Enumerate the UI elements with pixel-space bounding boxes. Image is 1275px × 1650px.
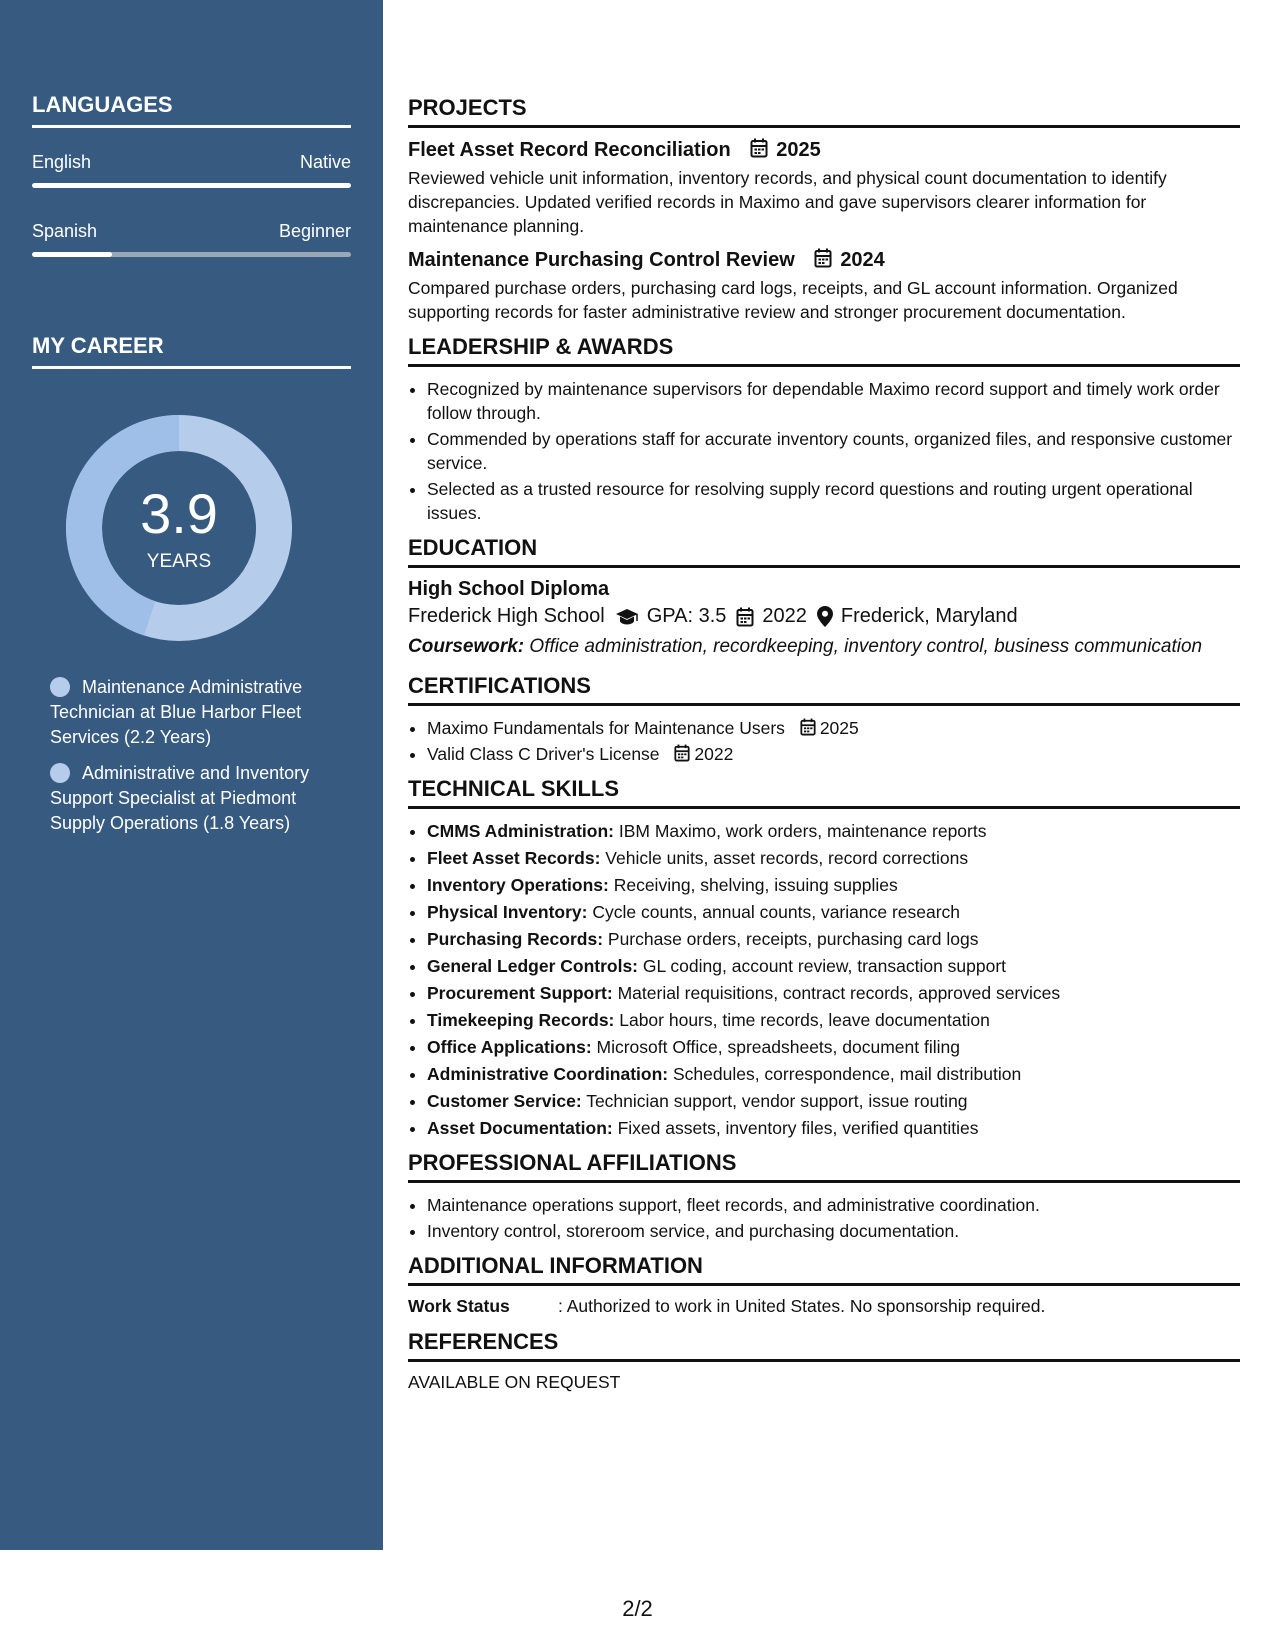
education-location (817, 605, 1018, 628)
skill-label: CMMS Administration: (427, 821, 614, 841)
skill-text: Material requisitions, contract records, approved services (612, 983, 1061, 1003)
skill-text: IBM Maximo, work orders, maintenance reports (613, 821, 987, 841)
language-spanish-bar-fill (32, 252, 112, 257)
language-english-bar-fill (32, 183, 351, 188)
skill-item (427, 900, 1240, 924)
map-pin-icon (817, 606, 833, 627)
skill-item (427, 1062, 1240, 1086)
skill-label: Fleet Asset Records: (427, 848, 601, 868)
career-total-unit: YEARS (146, 551, 212, 572)
career-heading: MY CAREER (32, 333, 351, 369)
additional-info-heading: ADDITIONAL INFORMATION (408, 1253, 1240, 1286)
work-status-value: : Authorized to work in United States. No sponsorship required. (558, 1296, 1046, 1316)
skill-text: Cycle counts, annual counts, variance research (587, 902, 961, 922)
certifications-list (408, 716, 1240, 766)
skill-text: Receiving, shelving, issuing supplies (608, 875, 898, 895)
language-english-bar (32, 183, 351, 188)
calendar-icon (674, 744, 690, 762)
certification-year-text: 2025 (819, 718, 859, 738)
education-school (408, 605, 605, 628)
career-item (50, 675, 340, 750)
projects-heading: PROJECTS (408, 95, 1240, 128)
career-list (50, 675, 340, 847)
skill-label: Purchasing Records: (427, 929, 604, 949)
language-english (32, 152, 351, 173)
language-level: Beginner (278, 221, 351, 241)
project-name: Maintenance Purchasing Control Review (408, 249, 795, 271)
skill-item (427, 954, 1240, 978)
certification-name: Maximo Fundamentals for Maintenance Users (427, 718, 785, 738)
references-heading: REFERENCES (408, 1329, 1240, 1362)
certification-item (427, 716, 1240, 740)
skill-text: Fixed assets, inventory files, verified quantities (612, 1118, 979, 1138)
education-year-text: 2022 (762, 605, 807, 627)
skill-item (427, 1089, 1240, 1113)
sidebar (0, 0, 383, 1550)
coursework-label: Coursework: (408, 636, 525, 657)
career-item (50, 761, 340, 836)
language-name: Spanish (32, 221, 98, 241)
leadership-list (408, 377, 1240, 525)
certification-year (674, 744, 733, 764)
skill-item (427, 1008, 1240, 1032)
education-gpa-text: GPA: 3.5 (646, 605, 727, 627)
skill-label: Administrative Coordination: (427, 1064, 669, 1084)
skill-item (427, 981, 1240, 1005)
language-spanish-bar (32, 252, 351, 257)
project-title (408, 138, 1240, 162)
skill-text: Microsoft Office, spreadsheets, document filing (591, 1037, 960, 1057)
skill-label: Office Applications: (427, 1037, 592, 1057)
skill-text: Schedules, correspondence, mail distribution (668, 1064, 1022, 1084)
calendar-icon (814, 248, 832, 268)
language-level: Native (299, 152, 351, 172)
career-item-text: Maintenance Administrative Technician at Blue Harbor Fleet Services (2.2 Years) (50, 677, 303, 747)
list-item: • Selected as a trusted resource for resolving supply record questions and routing urgent operational issues. (427, 477, 1240, 525)
language-spanish (32, 221, 351, 242)
list-item: • Recognized by maintenance supervisors for dependable Maximo record support and timely work order follow through. (427, 377, 1240, 425)
leadership-heading: LEADERSHIP & AWARDS (408, 334, 1240, 367)
skills-heading: TECHNICAL SKILLS (408, 776, 1240, 809)
page-number: 2/2 (622, 1596, 653, 1621)
work-status-row (408, 1296, 1240, 1317)
education-coursework (408, 634, 1240, 659)
list-item: • Inventory control, storeroom service, and purchasing documentation. (427, 1219, 1240, 1243)
education-degree: High School Diploma (408, 578, 610, 600)
affiliations-list (408, 1193, 1240, 1243)
project-year (750, 139, 821, 161)
bullet-dot-icon (50, 677, 70, 697)
skill-label: Physical Inventory: (427, 902, 588, 922)
references-text: AVAILABLE ON REQUEST (408, 1372, 621, 1392)
skill-label: General Ledger Controls: (427, 956, 639, 976)
skill-text: GL coding, account review, transaction support (638, 956, 1007, 976)
language-name: English (32, 152, 92, 172)
skill-text: Purchase orders, receipts, purchasing card logs (603, 929, 979, 949)
skill-text: Technician support, vendor support, issue routing (581, 1091, 968, 1111)
graduation-cap-icon (615, 608, 639, 626)
skill-label: Customer Service: (427, 1091, 582, 1111)
certification-item (427, 742, 1240, 766)
skill-item (427, 1035, 1240, 1059)
languages-heading: LANGUAGES (32, 92, 351, 128)
skill-item (427, 873, 1240, 897)
calendar-icon (750, 138, 768, 158)
certification-year-text: 2022 (694, 744, 734, 764)
education-details (408, 605, 1240, 628)
education-gpa (615, 605, 727, 628)
project-description: Compared purchase orders, purchasing card logs, receipts, and GL account information. Organized supporting records for faster administrative review and stronger procurement documentation. (408, 278, 1178, 322)
certification-name: Valid Class C Driver's License (427, 744, 660, 764)
list-item: • Maintenance operations support, fleet records, and administrative coordination. (427, 1193, 1240, 1217)
skill-label: Timekeeping Records: (427, 1010, 615, 1030)
skill-item (427, 927, 1240, 951)
education-heading: EDUCATION (408, 535, 1240, 568)
calendar-icon (800, 718, 816, 736)
project-title (408, 248, 1240, 272)
skill-text: Vehicle units, asset records, record corrections (600, 848, 969, 868)
education-location-text: Frederick, Maryland (840, 605, 1018, 627)
skill-item (427, 819, 1240, 843)
skill-item (427, 1116, 1240, 1140)
skills-list (408, 819, 1240, 1140)
certification-year (800, 718, 859, 738)
project-name: Fleet Asset Record Reconciliation (408, 139, 731, 161)
project-description: Reviewed vehicle unit information, inventory records, and physical count documentation to identify discrepancies. Updated verified records in Maximo and gave supervisors clearer information for maintenance planning. (408, 168, 1167, 236)
project-year-text: 2024 (840, 249, 885, 271)
certifications-heading: CERTIFICATIONS (408, 673, 1240, 706)
career-total-value: 3.9 (140, 482, 218, 545)
list-item: • Commended by operations staff for accurate inventory counts, organized files, and responsive customer service. (427, 427, 1240, 475)
skill-label: Asset Documentation: (427, 1118, 613, 1138)
work-status-label: Work Status (408, 1296, 510, 1316)
education-school-text: Frederick High School (408, 605, 605, 627)
education-year (736, 605, 807, 628)
coursework-text: Office administration, recordkeeping, inventory control, business communication (524, 636, 1203, 657)
calendar-icon (736, 607, 754, 627)
project-year (814, 249, 885, 271)
bullet-dot-icon (50, 763, 70, 783)
main-content (408, 95, 1240, 1393)
affiliations-heading: PROFESSIONAL AFFILIATIONS (408, 1150, 1240, 1183)
career-item-text: Administrative and Inventory Support Specialist at Piedmont Supply Operations (1.8 Years) (50, 763, 310, 833)
skill-item (427, 846, 1240, 870)
skill-text: Labor hours, time records, leave documentation (614, 1010, 990, 1030)
project-year-text: 2025 (776, 139, 821, 161)
skill-label: Inventory Operations: (427, 875, 609, 895)
skill-label: Procurement Support: (427, 983, 613, 1003)
